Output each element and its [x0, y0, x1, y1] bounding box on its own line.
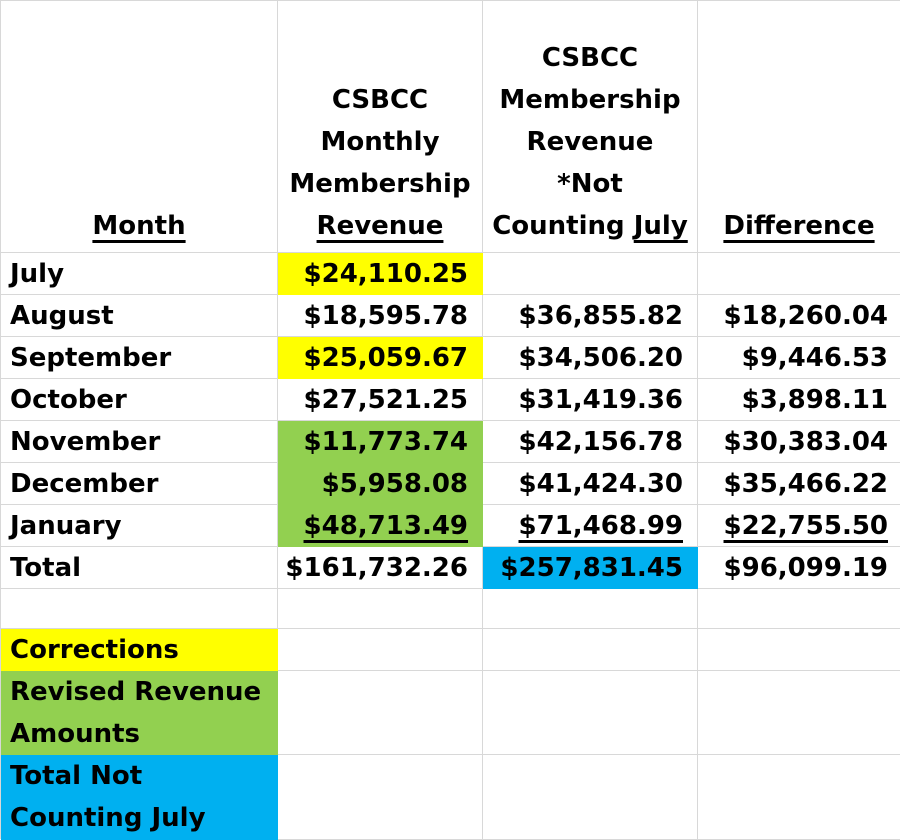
spacer-cell — [698, 589, 900, 629]
cell-difference-october: $3,898.11 — [698, 379, 900, 421]
header-monthly-line: CSBCC — [331, 85, 429, 115]
header-monthly-revenue — [278, 1, 483, 253]
cell-notjuly-january: $71,468.99 — [483, 505, 698, 547]
empty-cell — [278, 755, 483, 840]
cell-difference-july-empty — [698, 253, 900, 295]
header-month — [1, 1, 278, 253]
cell-monthly-october: $27,521.25 — [278, 379, 483, 421]
cell-difference-january: $22,755.50 — [698, 505, 900, 547]
header-notjuly-line: *Not — [557, 169, 623, 199]
cell-notjuly-september: $34,506.20 — [483, 337, 698, 379]
empty-cell — [698, 629, 900, 671]
header-notjuly-last-line: Counting July — [492, 211, 688, 241]
cell-difference-december: $35,466.22 — [698, 463, 900, 505]
cell-month-december: December — [1, 463, 278, 505]
header-monthly-line: Membership — [289, 169, 471, 199]
cell-month-total: Total — [1, 547, 278, 589]
header-not-counting-july — [483, 1, 698, 253]
cell-month-august: August — [1, 295, 278, 337]
cell-month-september: September — [1, 337, 278, 379]
empty-cell — [483, 755, 698, 840]
header-monthly-line: Revenue — [316, 211, 444, 241]
cell-difference-total: $96,099.19 — [698, 547, 900, 589]
cell-month-july: July — [1, 253, 278, 295]
empty-cell — [698, 671, 900, 755]
cell-monthly-november-highlighted: $11,773.74 — [278, 421, 483, 463]
cell-difference-september: $9,446.53 — [698, 337, 900, 379]
cell-monthly-december-highlighted: $5,958.08 — [278, 463, 483, 505]
cell-notjuly-december: $41,424.30 — [483, 463, 698, 505]
legend-corrections: Corrections — [1, 629, 278, 671]
header-notjuly-line: Revenue — [526, 127, 654, 157]
empty-cell — [278, 671, 483, 755]
empty-cell — [698, 755, 900, 840]
cell-month-november: November — [1, 421, 278, 463]
cell-notjuly-november: $42,156.78 — [483, 421, 698, 463]
cell-difference-august: $18,260.04 — [698, 295, 900, 337]
header-notjuly-line: CSBCC — [541, 43, 639, 73]
cell-monthly-total: $161,732.26 — [278, 547, 483, 589]
cell-month-october: October — [1, 379, 278, 421]
header-notjuly-line: Membership — [499, 85, 681, 115]
header-difference-label: Difference — [723, 211, 875, 241]
cell-difference-november: $30,383.04 — [698, 421, 900, 463]
header-difference — [698, 1, 900, 253]
empty-cell — [483, 629, 698, 671]
cell-notjuly-total-highlighted: $257,831.45 — [483, 547, 698, 589]
empty-cell — [483, 671, 698, 755]
legend-revised-revenue-amounts: Revised Revenue Amounts — [1, 671, 278, 755]
spacer-cell — [483, 589, 698, 629]
header-month-label: Month — [92, 211, 186, 241]
cell-monthly-july-highlighted: $24,110.25 — [278, 253, 483, 295]
spacer-cell — [1, 589, 278, 629]
cell-monthly-january-highlighted: $48,713.49 — [278, 505, 483, 547]
cell-notjuly-august: $36,855.82 — [483, 295, 698, 337]
empty-cell — [278, 629, 483, 671]
header-monthly-line: Monthly — [320, 127, 440, 157]
cell-notjuly-october: $31,419.36 — [483, 379, 698, 421]
spacer-cell — [278, 589, 483, 629]
cell-monthly-september-highlighted: $25,059.67 — [278, 337, 483, 379]
legend-total-not-counting-july: Total Not Counting July — [1, 755, 278, 840]
cell-monthly-august: $18,595.78 — [278, 295, 483, 337]
cell-month-january: January — [1, 505, 278, 547]
cell-notjuly-july-empty — [483, 253, 698, 295]
